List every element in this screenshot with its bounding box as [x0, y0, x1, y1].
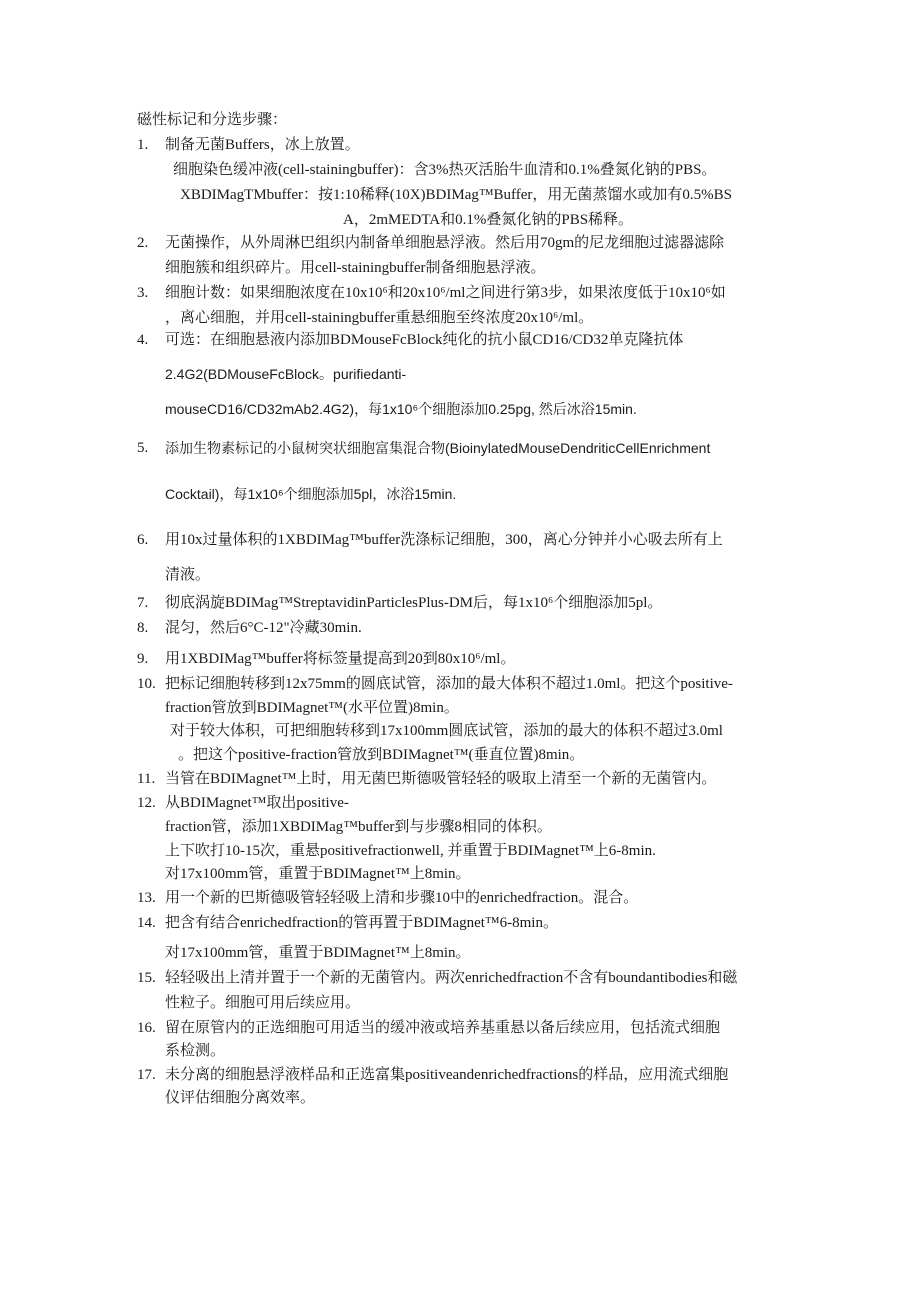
step-number: 14.	[137, 915, 156, 931]
step-number: 8.	[137, 620, 149, 636]
step-text: 性粒子。细胞可用后续应用。	[165, 995, 361, 1011]
step-text: A，2mMEDTA和0.1%叠氮化钠的PBS稀释。	[343, 212, 634, 228]
step-text: 当管在BDIMagnet™上时，用无菌巴斯德吸管轻轻的吸取上清至一个新的无菌管内。	[165, 771, 717, 787]
step-number: 17.	[137, 1067, 156, 1083]
step-text: mouseCD16/CD32mAb2.4G2)，每1x10⁶个细胞添加0.25pg, 然后冰浴15min.	[165, 401, 637, 417]
section-title: 磁性标记和分选步骤：	[137, 112, 288, 128]
step-text: 彻底涡旋BDIMag™StreptavidinParticlesPlus-DM后，每1x10⁶个细胞添加5pl。	[165, 595, 663, 611]
step-text: 制备无菌Buffers，冰上放置。	[165, 137, 360, 153]
step-text: 把含有结合enrichedfraction的管再置于BDIMagnet™6-8min。	[165, 915, 558, 931]
step-number: 2.	[137, 235, 149, 251]
step-text: fraction管，添加1XBDIMag™buffer到与步骤8相同的体积。	[165, 819, 552, 835]
step-number: 16.	[137, 1020, 156, 1036]
step-number: 6.	[137, 532, 149, 548]
step-text: 细胞簇和组织碎片。用cell-stainingbuffer制备细胞悬浮液。	[165, 260, 546, 276]
step-number: 11.	[137, 771, 156, 787]
step-text: 上下吹打10-15次，重悬positivefractionwell, 并重置于BDIMagnet™上6-8min.	[165, 843, 656, 859]
step-number: 15.	[137, 970, 156, 986]
step-text: 留在原管内的正选细胞可用适当的缓冲液或培养基重悬以备后续应用，包括流式细胞	[165, 1020, 721, 1036]
step-text: 用一个新的巴斯德吸管轻轻吸上清和步骤10中的enrichedfraction。混合。	[165, 890, 639, 906]
step-text: 未分离的细胞悬浮液样品和正选富集positiveandenrichedfractions的样品，应用流式细胞	[165, 1067, 729, 1083]
step-text: 对于较大体积，可把细胞转移到17x100mm圆底试管，添加的最大的体积不超过3.0ml	[170, 723, 723, 739]
step-number: 9.	[137, 651, 149, 667]
step-text: ，离心细胞，并用cell-stainingbuffer重悬细胞至终浓度20x10⁶/ml。	[165, 310, 594, 326]
step-text: 对17x100mm管，重置于BDIMagnet™上8min。	[165, 866, 471, 882]
step-text: 细胞染色缓冲液(cell-stainingbuffer)：含3%热灭活胎牛血清和0.1%叠氮化钠的PBS。	[173, 162, 717, 178]
step-text: 混匀，然后6°C-12"冷藏30min.	[165, 620, 362, 636]
step-text: 可选：在细胞悬液内添加BDMouseFcBlock纯化的抗小鼠CD16/CD32单克隆抗体	[165, 332, 684, 348]
step-number: 3.	[137, 285, 149, 301]
step-number: 12.	[137, 795, 156, 811]
step-number: 5.	[137, 440, 149, 456]
step-text: 用10x过量体积的1XBDIMag™buffer洗涤标记细胞，300，离心分钟并小心吸去所有上	[165, 532, 723, 548]
step-number: 1.	[137, 137, 149, 153]
step-text: 轻轻吸出上清并置于一个新的无菌管内。两次enrichedfraction不含有boundantibodies和磁	[165, 970, 738, 986]
step-number: 4.	[137, 332, 149, 348]
step-text: 把标记细胞转移到12x75mm的圆底试管，添加的最大体积不超过1.0ml。把这个positive-	[165, 676, 733, 692]
step-text: 用1XBDIMag™buffer将标签量提高到20到80x10⁶/ml。	[165, 651, 516, 667]
step-text: 。把这个positive-fraction管放到BDIMagnet™(垂直位置)8min。	[178, 747, 585, 763]
step-text: fraction管放到BDIMagnet™(水平位置)8min。	[165, 700, 459, 716]
step-text: 从BDIMagnet™取出positive-	[165, 795, 349, 811]
step-text: 2.4G2(BDMouseFcBlock。purifiedanti-	[165, 366, 407, 382]
step-text: 仪评估细胞分离效率。	[165, 1090, 316, 1106]
step-number: 10.	[137, 676, 156, 692]
step-text: 无菌操作，从外周淋巴组织内制备单细胞悬浮液。然后用70gm的尼龙细胞过滤器滤除	[165, 235, 725, 251]
step-text: 清液。	[165, 567, 211, 583]
step-text: 对17x100mm管，重置于BDIMagnet™上8min。	[165, 945, 471, 961]
step-number: 7.	[137, 595, 149, 611]
step-number: 13.	[137, 890, 156, 906]
step-text: 系检测。	[165, 1043, 226, 1059]
step-text: 添加生物素标记的小鼠树突状细胞富集混合物(BioinylatedMouseDendriticCellEnrichment	[165, 440, 711, 456]
step-text: 细胞计数：如果细胞浓度在10x10⁶和20x10⁶/ml之间进行第3步，如果浓度低于10x10⁶如	[165, 285, 726, 301]
step-text: Cocktail)，每1x10⁶个细胞添加5pl，冰浴15min.	[165, 486, 457, 502]
step-text: XBDIMagTMbuffer：按1:10稀释(10X)BDIMag™Buffer，用无菌蒸馏水或加有0.5%BS	[180, 187, 733, 203]
